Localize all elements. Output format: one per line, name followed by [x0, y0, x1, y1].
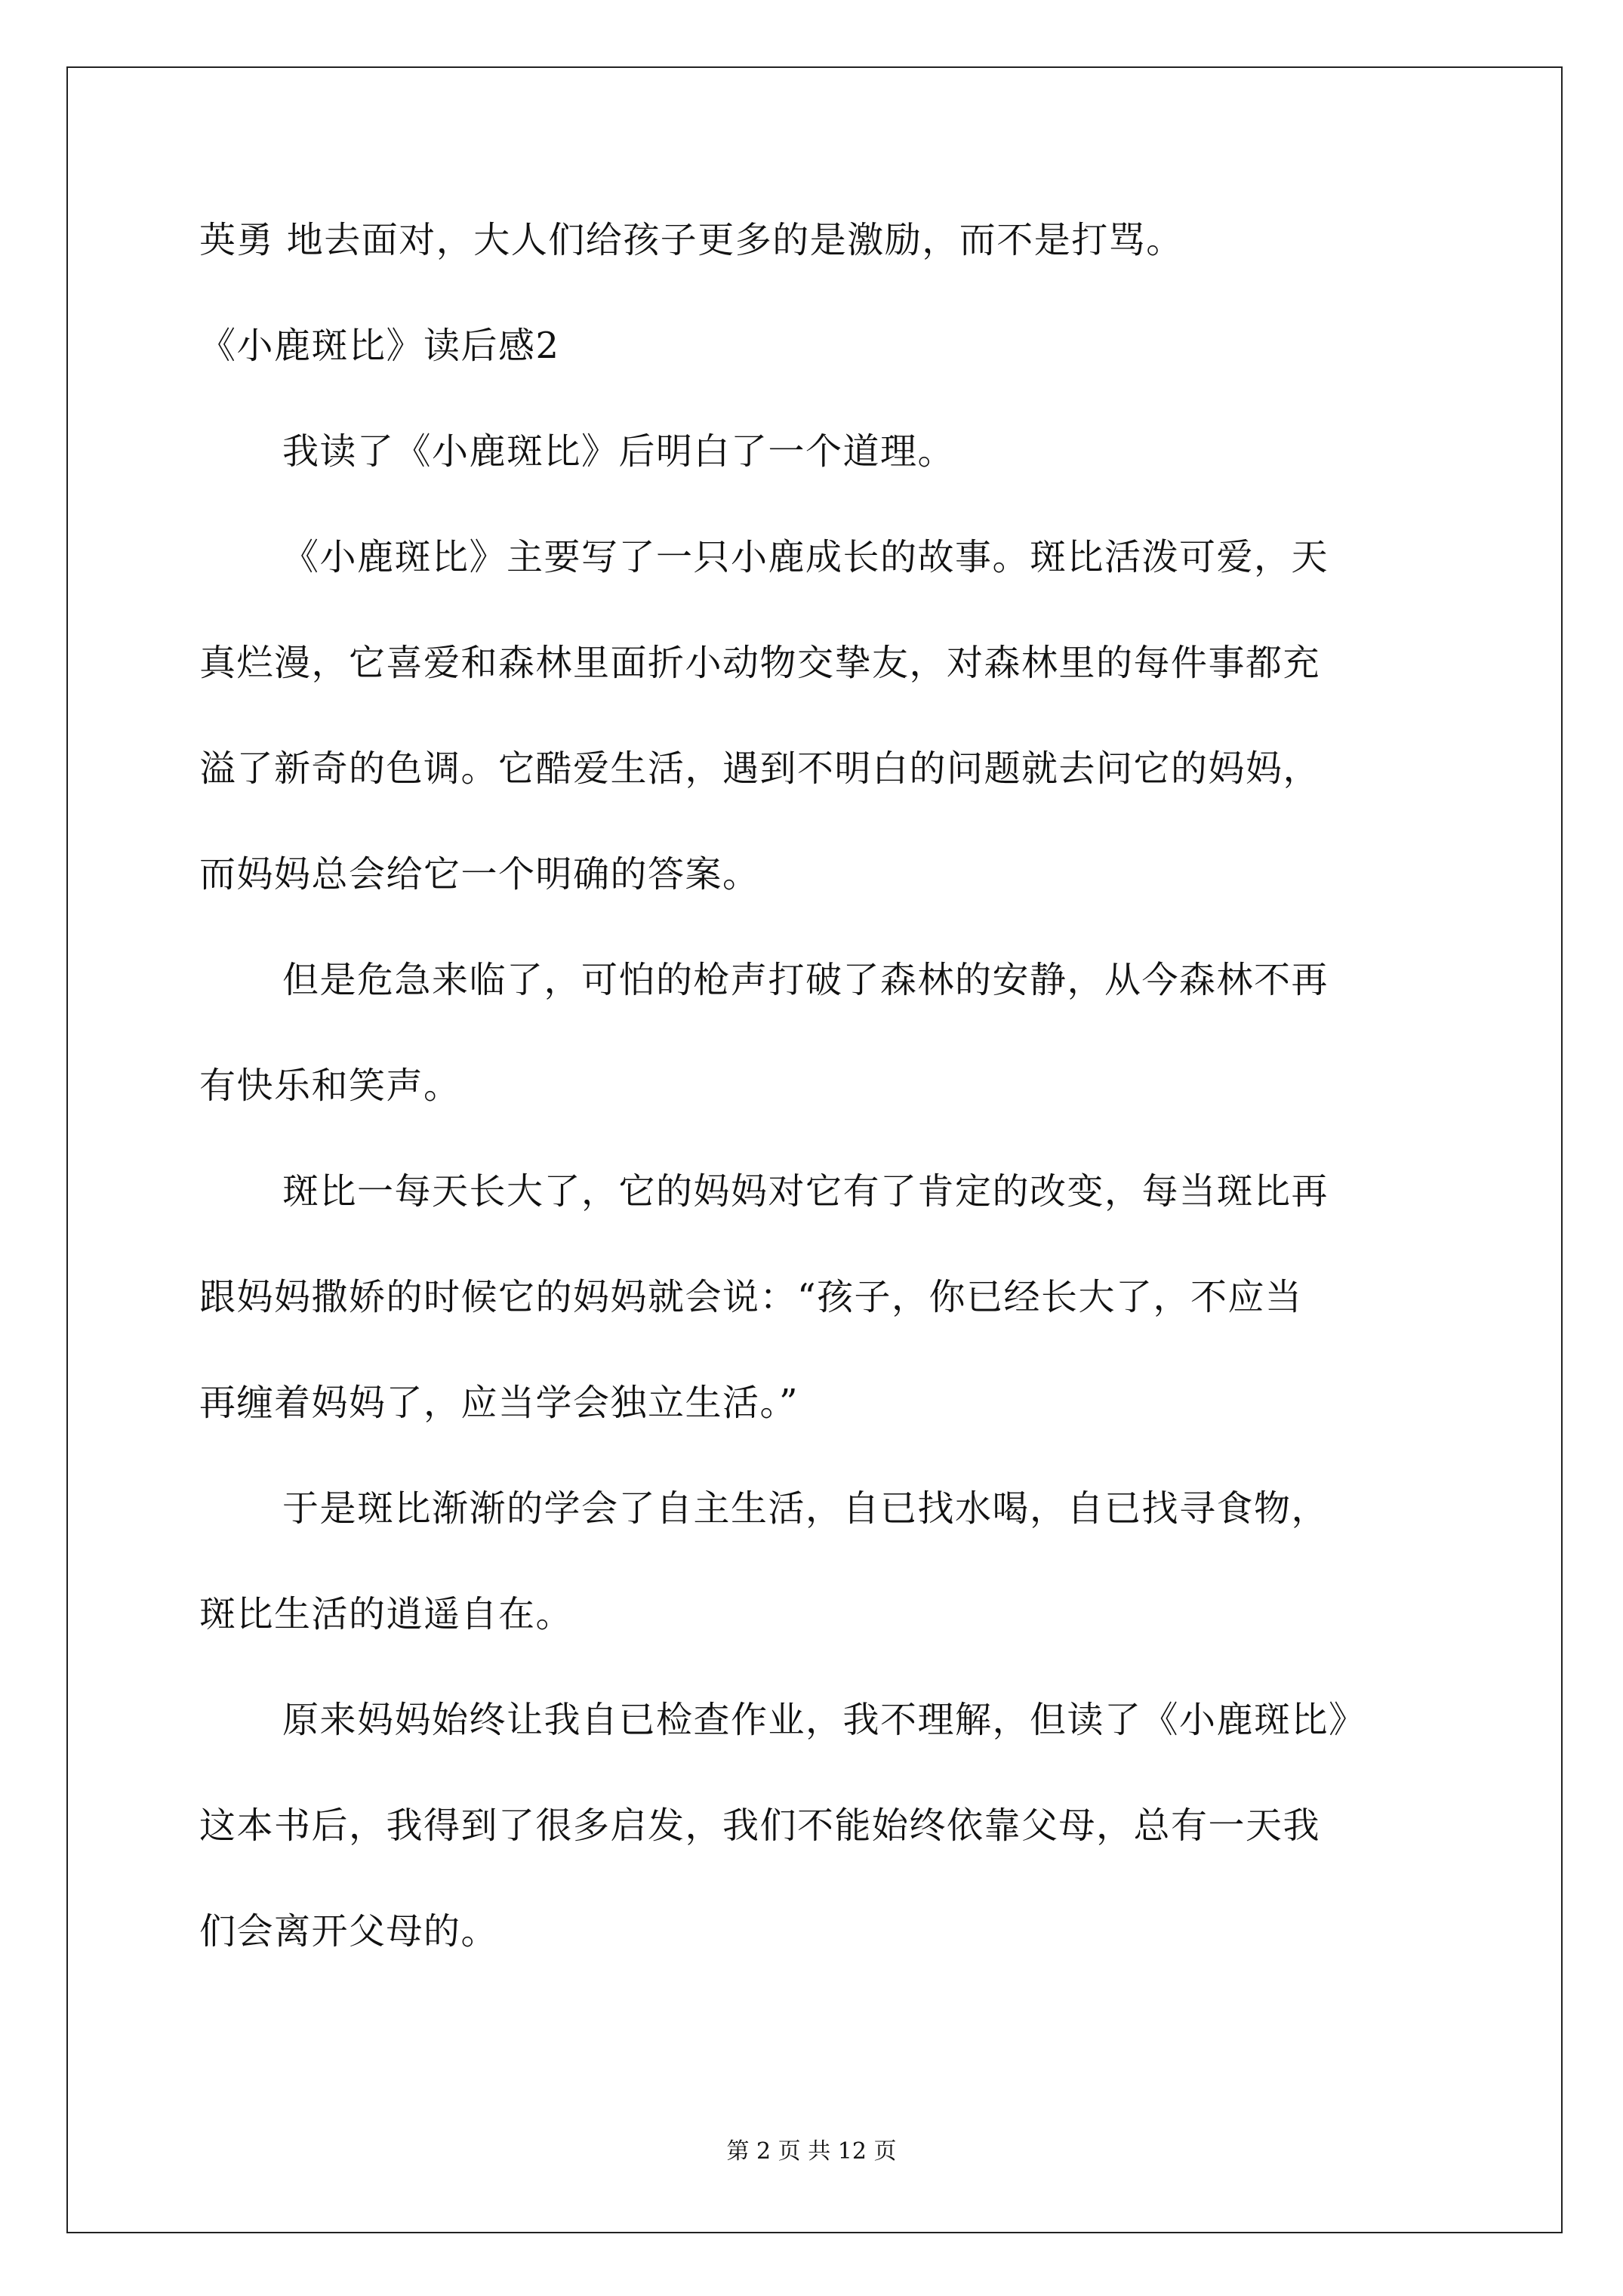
text-line: 再缠着妈妈了，应当学会独立生活。”: [199, 1382, 799, 1424]
text-line: 这本书后，我得到了很多启发，我们不能始终依靠父母，总有一天我: [199, 1804, 1321, 1847]
text-line: 真烂漫，它喜爱和森林里面折小动物交挚友，对森林里的每件事都充: [199, 642, 1321, 684]
text-line: 跟妈妈撒娇的时候它的妈妈就会说：“孩子，你已经长大了，不应当: [199, 1276, 1303, 1318]
text-line: 而妈妈总会给它一个明确的答案。: [199, 853, 760, 895]
text-line: 有快乐和笑声。: [199, 1065, 461, 1107]
text-line: 英勇 地去面对，大人们给孩子更多的是激励，而不是打骂。: [199, 219, 1184, 261]
text-line: 我读了《小鹿斑比》后明白了一个道理。: [282, 430, 956, 473]
text-line: 溢了新奇的色调。它酷爱生活，遇到不明白的问题就去问它的妈妈，: [199, 747, 1321, 790]
page-number-footer: 第 2 页 共 12 页: [726, 2138, 897, 2165]
page-border: [66, 66, 1563, 2233]
section-heading: 《小鹿斑比》读后感2: [199, 325, 560, 367]
text-line: 斑比生活的逍遥自在。: [199, 1593, 574, 1635]
text-line: 原来妈妈始终让我自已检查作业，我不理解，但读了《小鹿斑比》: [282, 1699, 1366, 1741]
text-line: 《小鹿斑比》主要写了一只小鹿成长的故事。斑比活泼可爱，天: [282, 536, 1329, 578]
text-line: 但是危急来临了，可怕的枪声打破了森林的安静，从今森林不再: [282, 959, 1329, 1001]
text-line: 斑比一每天长大了，它的妈妈对它有了肯定的改变，每当斑比再: [282, 1170, 1329, 1213]
text-line: 们会离开父母的。: [199, 1910, 499, 1952]
text-line: 于是斑比渐渐的学会了自主生活，自已找水喝，自已找寻食物，: [282, 1487, 1329, 1530]
